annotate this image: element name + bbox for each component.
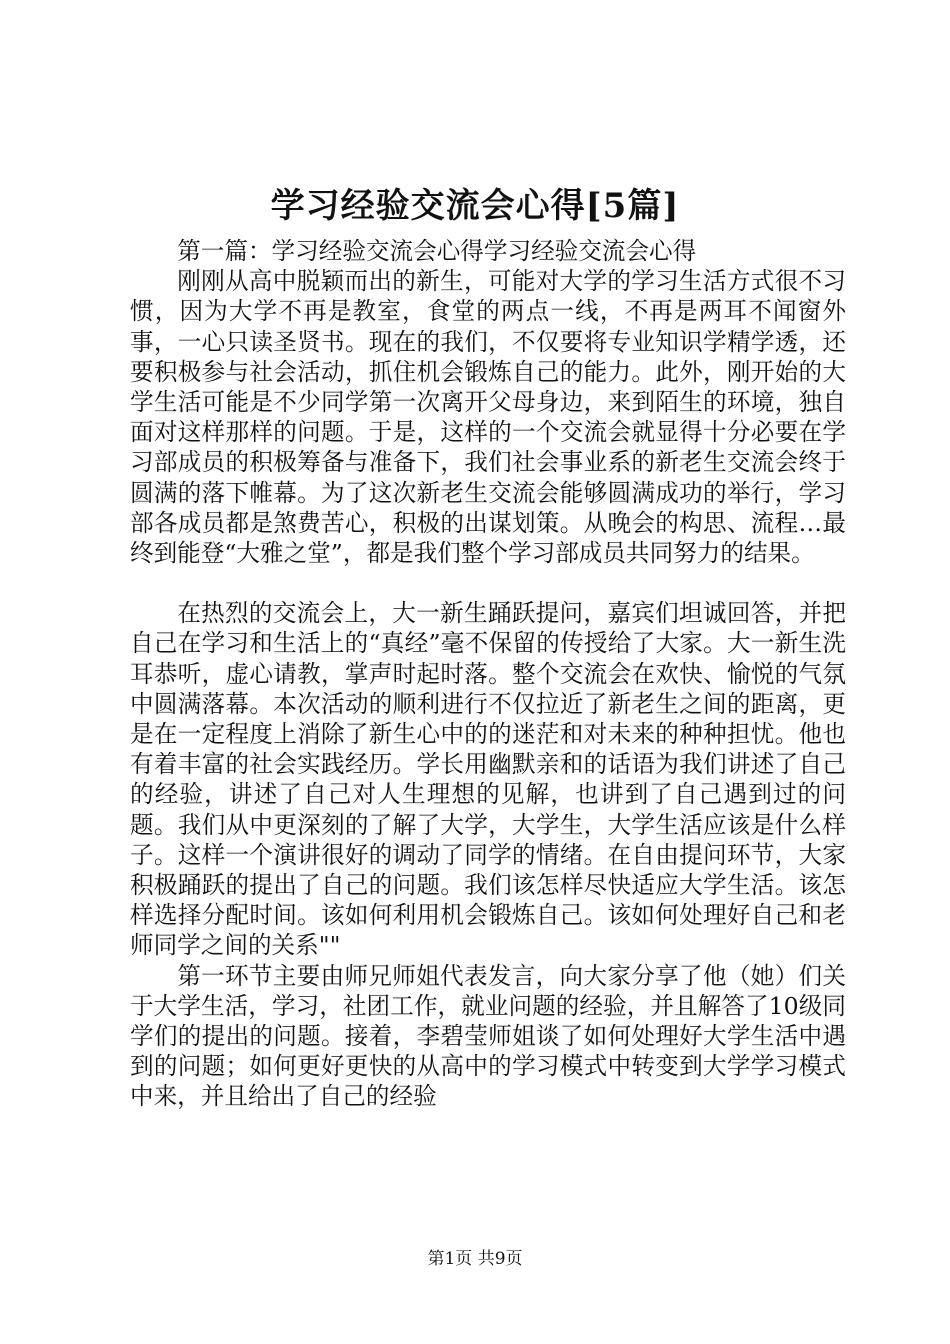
document-body <box>130 236 846 1112</box>
body-paragraph: 第一环节主要由师兄师姐代表发言，向大家分享了他（她）们关于大学生活，学习，社团工作，就业问题的经验，并且解答了10级同学们的提出的问题。接着，李碧莹师姐谈了如何处理好大学生活中遇到的问题；如何更好更快的从高中的学习模式中转变到大学学习模式中来，并且给出了自己的经验 <box>130 961 846 1111</box>
body-paragraph: 刚刚从高中脱颖而出的新生，可能对大学的学习生活方式很不习惯，因为大学不再是教室，食堂的两点一线，不再是两耳不闻窗外事，一心只读圣贤书。现在的我们，不仅要将专业知识学精学透，还要积极参与社会活动，抓住机会锻炼自己的能力。此外，刚开始的大学生活可能是不少同学第一次离开父母身边，来到陌生的环境，独自面对这样那样的问题。于是，这样的一个交流会就显得十分必要在学习部成员的积极筹备与准备下，我们社会事业系的新老生交流会终于圆满的落下帷幕。为了这次新老生交流会能够圆满成功的举行，学习部各成员都是煞费苦心，积极的出谋划策。从晚会的构思、流程…最终到能登“大雅之堂”，都是我们整个学习部成员共同努力的结果。 <box>130 267 846 568</box>
page-footer: 第1页 共9页 <box>427 1249 523 1269</box>
document-title: 学习经验交流会心得[5篇] <box>270 186 680 226</box>
section-heading: 第一篇：学习经验交流会心得学习经验交流会心得 <box>177 237 697 265</box>
body-paragraph: 在热烈的交流会上，大一新生踊跃提问，嘉宾们坦诚回答，并把自己在学习和生活上的“真经”毫不保留的传授给了大家。大一新生洗耳恭听，虚心请教，掌声时起时落。整个交流会在欢快、愉悦的气氛中圆满落幕。本次活动的顺利进行不仅拉近了新老生之间的距离，更是在一定程度上消除了新生心中的的迷茫和对未来的种种担忧。他也有着丰富的社会实践经历。学长用幽默亲和的话语为我们讲述了自己的经验，讲述了自己对人生理想的见解，也讲到了自己遇到过的问题。我们从中更深刻的了解了大学，大学生，大学生活应该是什么样子。这样一个演讲很好的调动了同学的情绪。在自由提问环节，大家积极踊跃的提出了自己的问题。我们该怎样尽快适应大学生活。该怎样选择分配时间。该如何利用机会锻炼自己。该如何处理好自己和老师同学之间的关系"" <box>130 599 846 960</box>
